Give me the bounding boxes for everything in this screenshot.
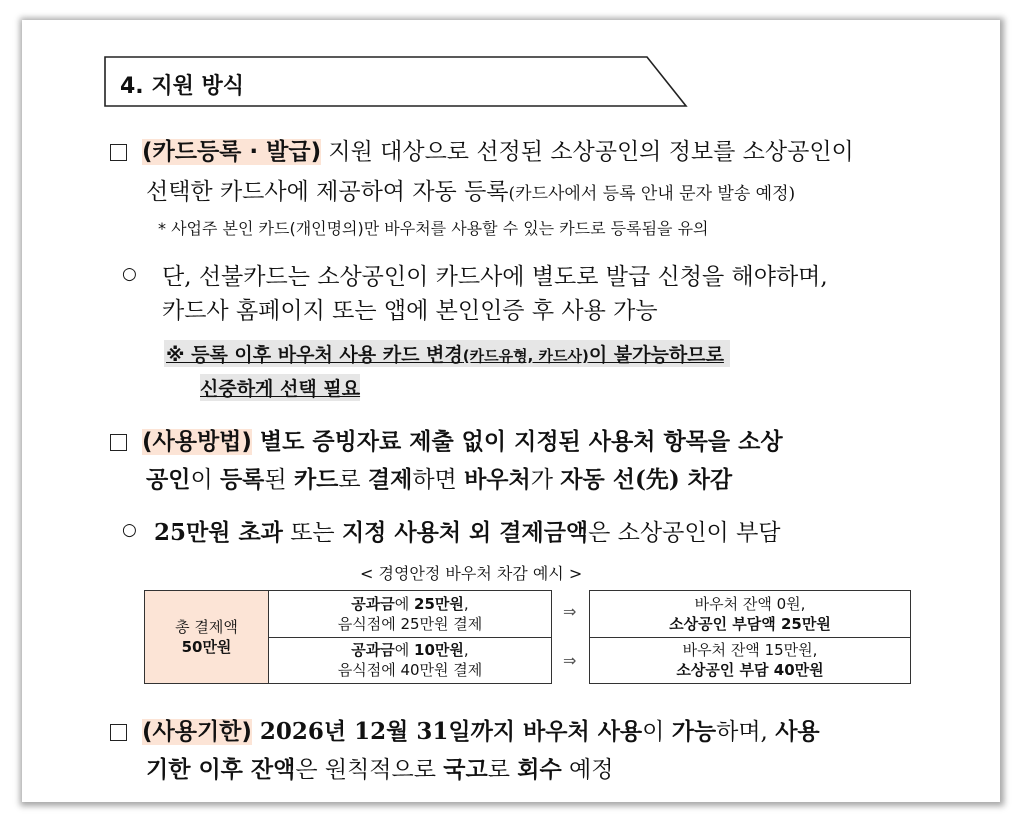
- t-a: 공인: [146, 466, 191, 493]
- item1-line2a: 선택한 카드사에 제공하여 자동 등록: [146, 179, 509, 205]
- r1-line2: 음식점에 25만원 결제: [337, 614, 483, 633]
- example-row2-right: [590, 637, 911, 684]
- item1-line1: [142, 133, 854, 166]
- r1-right-line2: 소상공인 부담액 25만원: [669, 614, 831, 633]
- s-b: 또는: [282, 520, 342, 546]
- item1-warning-line2: 신중하게 선택 필요: [200, 374, 360, 401]
- u-e: 사용: [775, 718, 820, 745]
- item1-line1-text: 지원 대상으로 선정된 소상공인의 정보를 소상공인이: [321, 139, 854, 165]
- item3-tag: (사용기한): [142, 719, 252, 745]
- item1-warning-line1: [164, 340, 730, 367]
- r1-amt: 25만원: [414, 594, 464, 613]
- v-f: 예정: [561, 757, 614, 783]
- r2-amt: 10만원: [414, 641, 464, 660]
- r2-bold: 공과금: [351, 641, 395, 660]
- warning-text-c: 이 불가능하므로: [588, 344, 724, 366]
- total-label: 총 결제액: [175, 618, 238, 636]
- example-title: < 경영안정 바우처 차감 예시 >: [360, 564, 583, 583]
- v-e: 회수: [517, 756, 562, 783]
- item2-line1: [142, 423, 783, 456]
- r1-mid: 에: [394, 594, 415, 613]
- v-a: 기한 이후 잔액: [146, 756, 296, 783]
- v-c: 국고: [443, 756, 488, 783]
- s-c: 지정 사용처 외 결제금액: [341, 519, 589, 546]
- v-d: 로: [487, 757, 518, 783]
- warning-text-b: (카드유형, 카드사): [462, 347, 589, 365]
- item3-line2: [146, 751, 613, 784]
- t-b: 이: [190, 467, 220, 493]
- item1-line2: [146, 173, 795, 206]
- item2-tag: (사용방법): [142, 429, 252, 455]
- total-value: 50만원: [181, 638, 232, 656]
- r2-right-line1: 바우처 잔액 15만원,: [682, 641, 818, 660]
- t-e: 카드: [293, 466, 339, 493]
- total-cell: [145, 591, 269, 684]
- r1-right-line1: 바우처 잔액 0원,: [694, 594, 806, 613]
- u-d: 하며,: [716, 719, 776, 745]
- example-row1-right: [590, 591, 911, 638]
- u-b: 이: [642, 719, 672, 745]
- v-b: 은 원칙적으로: [295, 757, 444, 783]
- t-c: 등록: [219, 466, 265, 493]
- u-a: 2026년 12월 31일까지 바우처 사용: [251, 718, 643, 745]
- item2-sub-line: [154, 514, 781, 547]
- example-row1-left: [269, 591, 552, 638]
- t-k: 자동 선(先) 차감: [560, 466, 733, 493]
- item1-sub-line2: 카드사 홈페이지 또는 앱에 본인인증 후 사용 가능: [162, 298, 658, 324]
- checkbox-square-icon: [110, 724, 127, 741]
- item1-line2b: (카드사에서 등록 안내 문자 발송 예정): [508, 184, 796, 204]
- example-right-table: [589, 590, 911, 684]
- warning-text-a: ※ 등록 이후 바우처 사용 카드 변경: [166, 344, 463, 366]
- section-title: 4. 지원 방식: [120, 74, 244, 99]
- r2-mid: 에: [394, 641, 415, 660]
- r1-tail: ,: [463, 594, 469, 613]
- arrow-right-icon: ⇒: [563, 602, 577, 621]
- r2-tail: ,: [463, 641, 469, 660]
- circle-bullet-icon: ○: [122, 264, 137, 284]
- item1-sub-line1: 단, 선불카드는 소상공인이 카드사에 별도로 발급 신청을 해야하며,: [162, 264, 828, 290]
- item2-line2: [146, 461, 732, 494]
- t-f: 로: [338, 467, 368, 493]
- t-d: 된: [264, 467, 294, 493]
- r2-right-line2: 소상공인 부담 40만원: [676, 661, 824, 680]
- checkbox-square-icon: [110, 144, 127, 161]
- arrow-right-icon: ⇒: [563, 651, 577, 670]
- circle-bullet-icon: ○: [122, 520, 137, 540]
- t-h: 하면: [412, 467, 465, 493]
- item1-note: * 사업주 본인 카드(개인명의)만 바우처를 사용할 수 있는 카드로 등록됨을 유의: [158, 219, 709, 238]
- example-row2-left: [269, 637, 552, 684]
- t-i: 바우처: [464, 466, 531, 493]
- s-d: 은 소상공인이 부담: [588, 520, 781, 546]
- document-page: [22, 20, 1000, 802]
- t-j: 가: [530, 467, 561, 493]
- s-a: 25만원 초과: [154, 519, 283, 546]
- example-left-table: [144, 590, 552, 684]
- item3-line1: [142, 713, 820, 746]
- r2-line2: 음식점에 40만원 결제: [337, 661, 483, 680]
- t-g: 결제: [367, 466, 413, 493]
- r1-bold: 공과금: [351, 594, 395, 613]
- item2-line1-text: 별도 증빙자료 제출 없이 지정된 사용처 항목을 소상: [251, 428, 783, 455]
- item1-tag: (카드등록 · 발급): [142, 139, 322, 165]
- u-c: 가능: [671, 718, 717, 745]
- checkbox-square-icon: [110, 434, 127, 451]
